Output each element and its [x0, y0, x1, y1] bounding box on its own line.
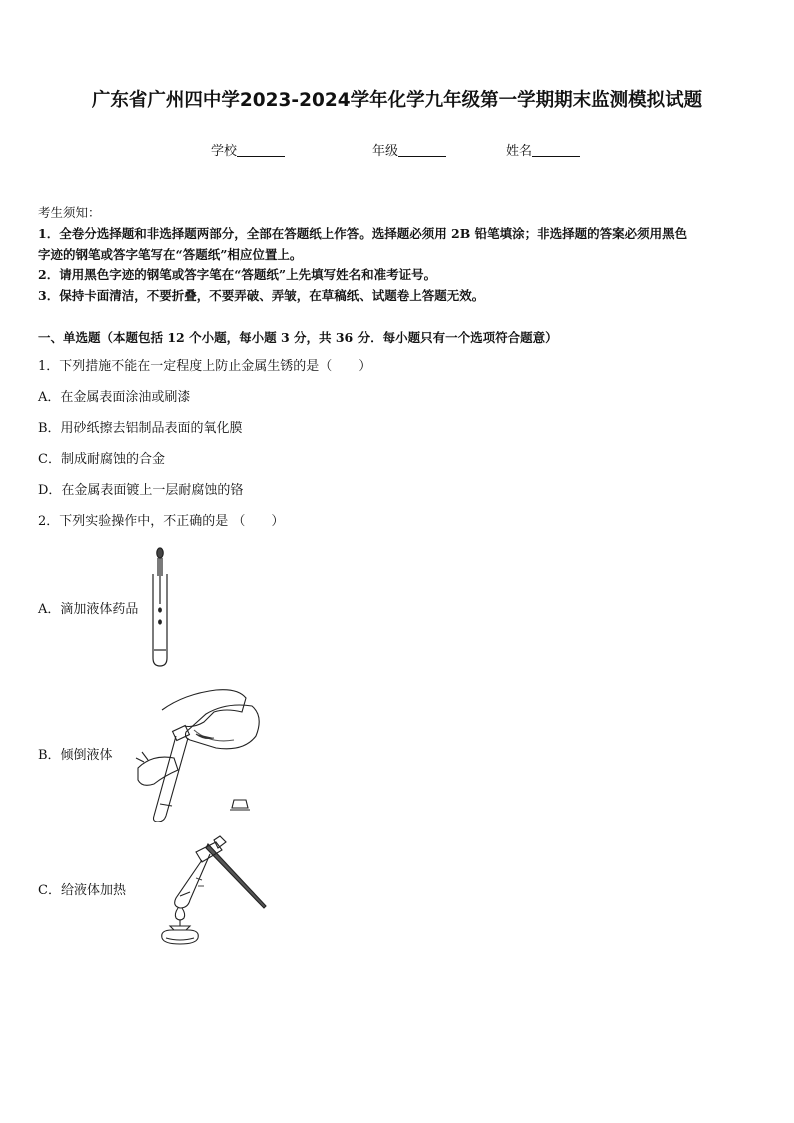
pouring-liquid-figure [134, 688, 270, 822]
question-1-option-a: A．在金属表面涂油或刷漆 [38, 390, 191, 405]
school-blank [237, 144, 285, 157]
school-field [211, 140, 285, 159]
question-1-stem: 1．下列措施不能在一定程度上防止金属生锈的是（ ） [38, 359, 372, 374]
question-1-option-c: C．制成耐腐蚀的合金 [38, 452, 165, 467]
name-label: 姓名 [506, 144, 533, 159]
question-1-option-d: D．在金属表面镀上一层耐腐蚀的铬 [38, 483, 244, 498]
question-2-option-c: C．给液体加热 [38, 883, 126, 898]
dropper-test-tube-figure [146, 546, 176, 670]
name-blank [532, 144, 580, 157]
question-1-option-b: B．用砂纸擦去铝制品表面的氧化膜 [38, 421, 243, 436]
notice-item-1: 1．全卷分选择题和非选择题两部分，全部在答题纸上作答。选择题必须用 2B 铅笔填涂；非选择题的答案必须用黑色 [38, 226, 688, 241]
grade-blank [398, 144, 446, 157]
name-field [506, 140, 580, 159]
section-heading: 一、单选题（本题包括 12 个小题，每小题 3 分，共 36 分．每小题只有一个选项符合题意） [38, 330, 558, 345]
page-title: 广东省广州四中学2023-2024学年化学九年级第一学期期末监测模拟试题 [91, 90, 703, 111]
question-2-stem: 2．下列实验操作中，不正确的是 （ ） [38, 514, 285, 529]
notice-item-1-cont: 字迹的钢笔或答字笔写在“答题纸”相应位置上。 [38, 247, 303, 262]
grade-field [372, 140, 446, 159]
grade-label: 年级 [372, 144, 399, 159]
question-2-option-b: B．倾倒液体 [38, 748, 113, 763]
school-label: 学校 [211, 144, 238, 159]
notice-heading: 考生须知： [38, 205, 101, 220]
question-2-option-a: A．滴加液体药品 [38, 602, 139, 617]
heating-liquid-figure [156, 834, 268, 946]
notice-item-3: 3．保持卡面清洁，不要折叠，不要弄破、弄皱，在草稿纸、试题卷上答题无效。 [38, 288, 485, 303]
notice-item-2: 2．请用黑色字迹的钢笔或答字笔在“答题纸”上先填写姓名和准考证号。 [38, 267, 437, 282]
